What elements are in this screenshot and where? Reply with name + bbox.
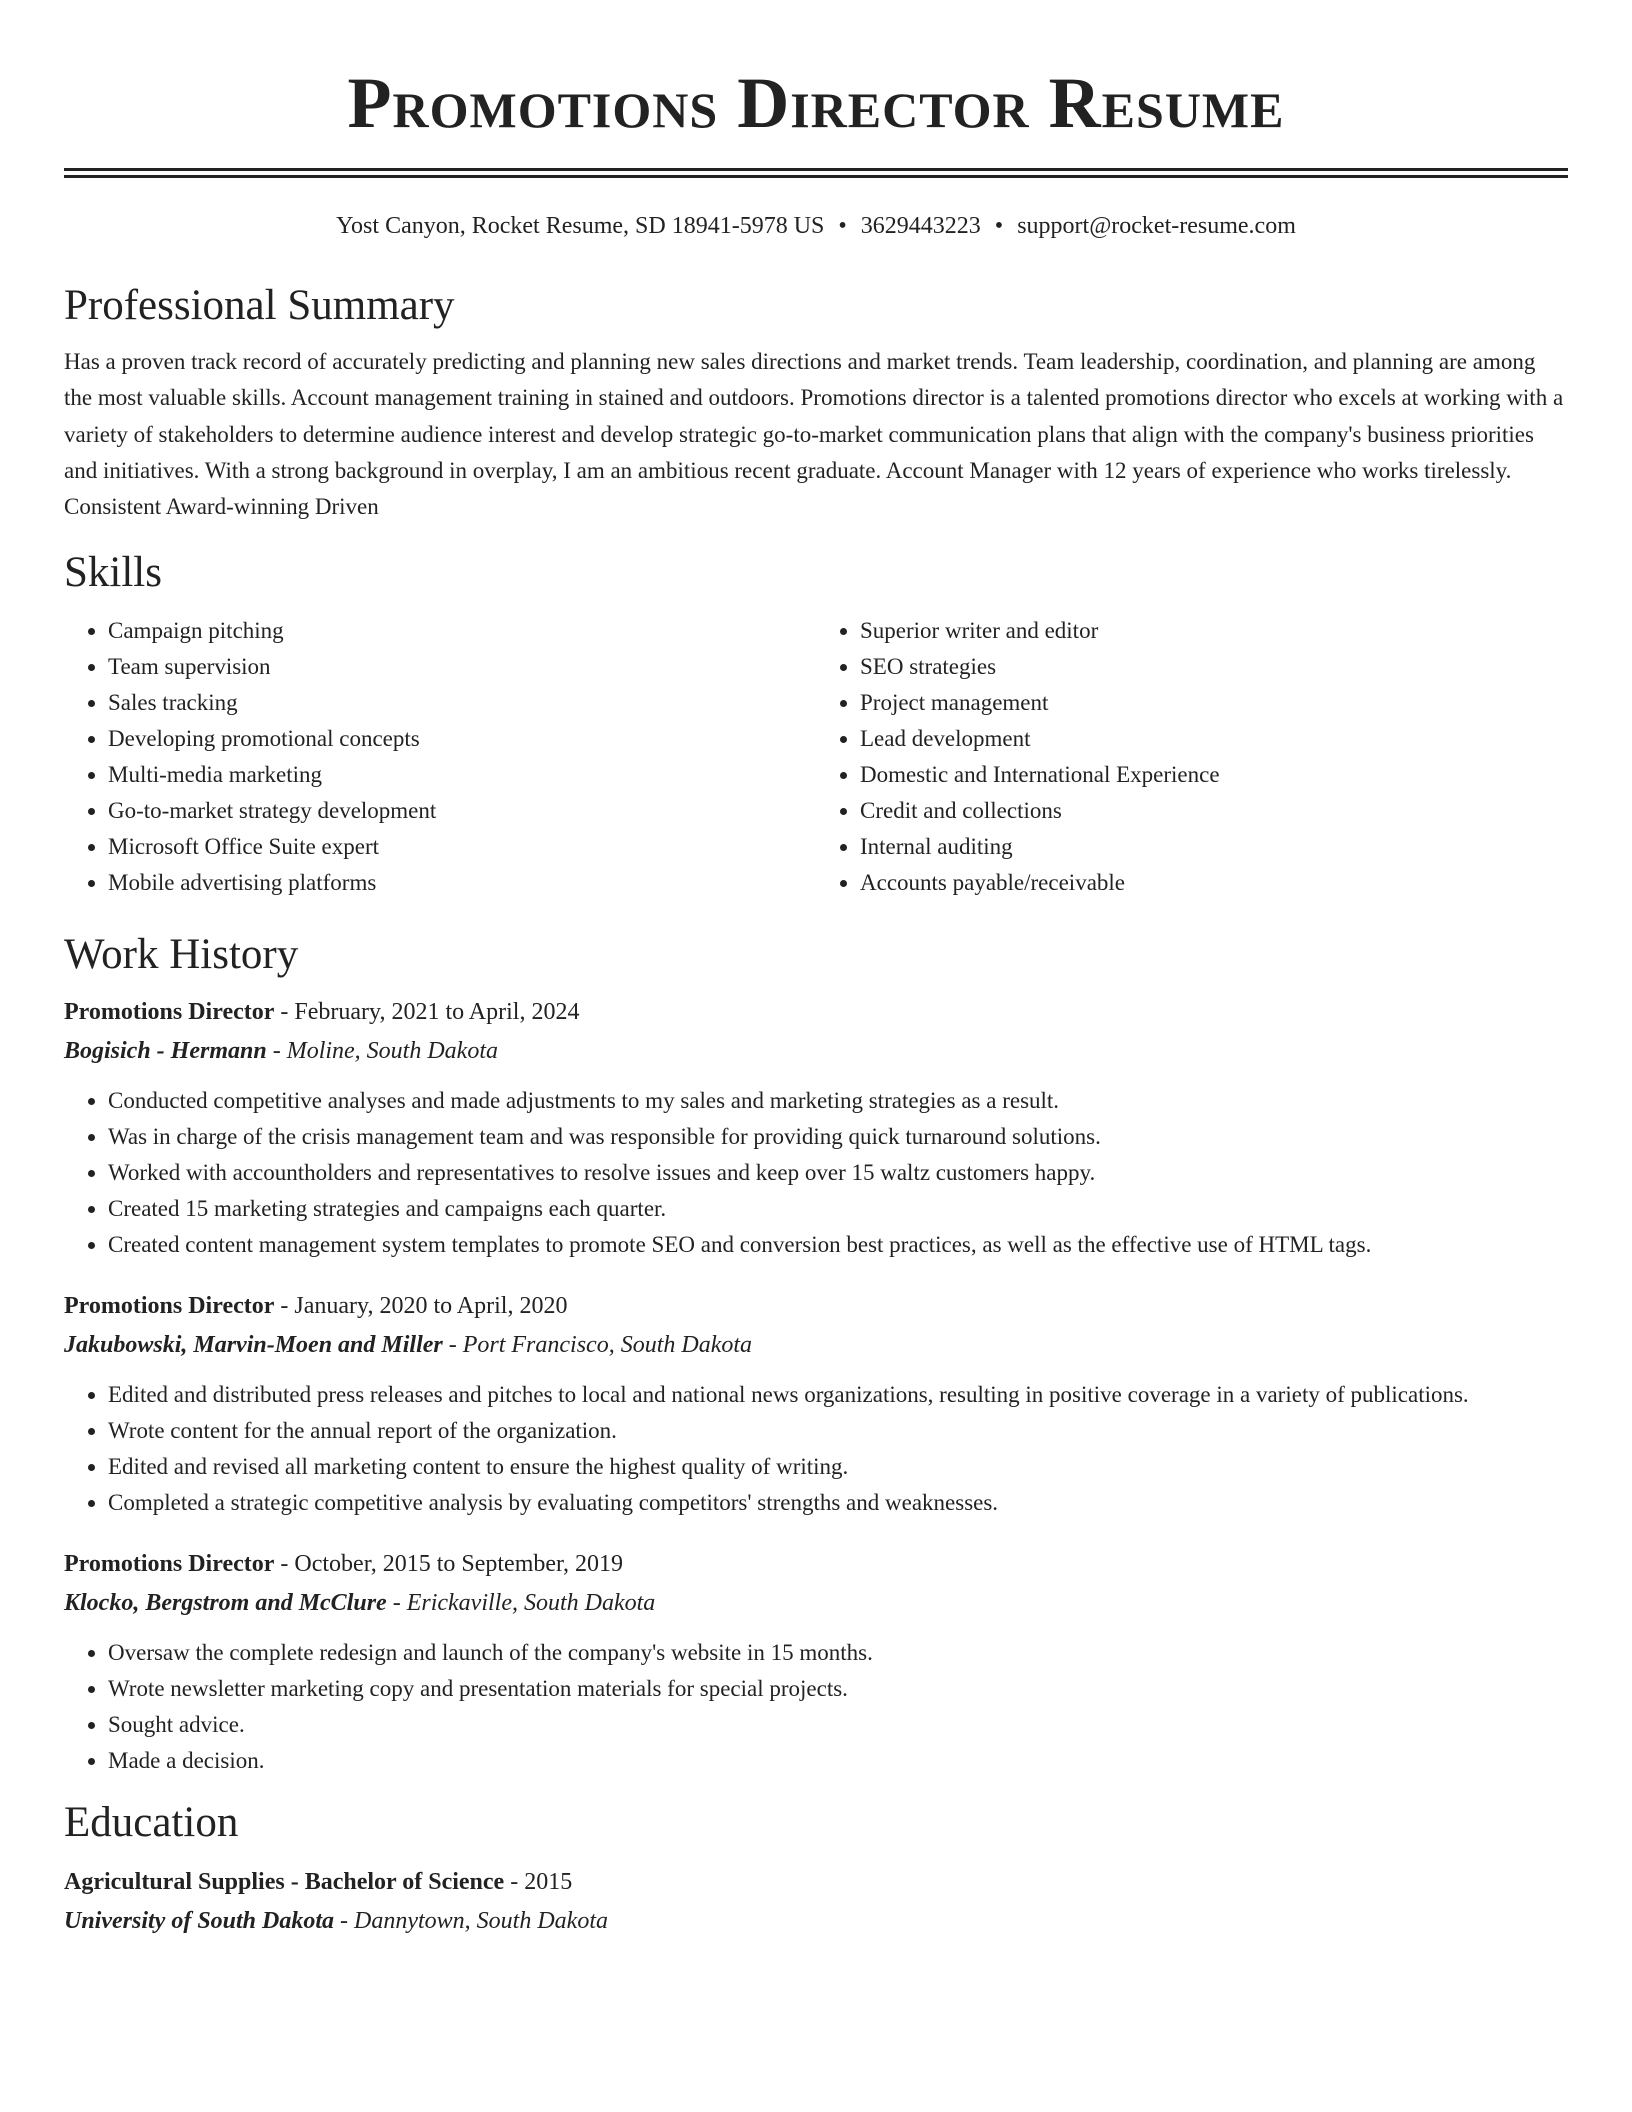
job-entry (64, 1545, 1568, 1779)
skills-column-right (816, 613, 1568, 901)
skill-item: • Go-to-market strategy development (108, 793, 816, 829)
job-bullet: • Created content management system templates to promote SEO and conversion best practices, as well as the effective use of HTML tags. (108, 1227, 1568, 1263)
title-divider (64, 168, 1568, 178)
skills-heading: Skills (64, 549, 162, 597)
education-year: - 2015 (504, 1869, 573, 1896)
job-bullet: • Completed a strategic competitive analysis by evaluating competitors' strengths and weaknesses. (108, 1485, 1568, 1521)
job-bullets (64, 1083, 1568, 1263)
skill-item: • SEO strategies (860, 649, 1568, 685)
skill-item: • Accounts payable/receivable (860, 865, 1568, 901)
job-bullet: • Wrote content for the annual report of the organization. (108, 1413, 1568, 1449)
contact-email: support@rocket-resume.com (1017, 213, 1296, 239)
bullet-separator: • (994, 213, 1004, 239)
contact-phone: 3629443223 (860, 213, 981, 239)
skills-column-left (64, 613, 816, 901)
job-company: Bogisich - Hermann (64, 1038, 267, 1065)
job-bullet: • Created 15 marketing strategies and campaigns each quarter. (108, 1191, 1568, 1227)
skill-item: • Sales tracking (108, 685, 816, 721)
job-bullet: • Wrote newsletter marketing copy and presentation materials for special projects. (108, 1671, 1568, 1707)
job-dates: - January, 2020 to April, 2020 (274, 1293, 568, 1320)
work-history-heading: Work History (64, 931, 299, 979)
job-title-line (64, 1287, 1568, 1326)
job-title-line (64, 993, 1568, 1032)
job-bullet: • Made a decision. (108, 1743, 1568, 1779)
education-heading: Education (64, 1799, 239, 1847)
job-bullet: • Edited and distributed press releases and pitches to local and national news organizations, resulting in positive coverage in a variety of publications. (108, 1377, 1568, 1413)
skill-item: • Mobile advertising platforms (108, 865, 816, 901)
job-company-line (64, 1326, 1568, 1365)
job-location: - Moline, South Dakota (266, 1038, 498, 1065)
job-bullet: • Worked with accountholders and representatives to resolve issues and keep over 15 waltz customers happy. (108, 1155, 1568, 1191)
job-company-line (64, 1032, 1568, 1071)
job-dates: - February, 2021 to April, 2024 (274, 999, 580, 1026)
bullet-separator: • (838, 213, 847, 239)
summary-text: Has a proven track record of accurately predicting and planning new sales directions and market trends. Team leadership, coordination, and planning are among the most valuable skills. Account management training in stained and outdoors. Promotions director is a talented promotions director who excels at working with a variety of stakeholders to determine audience interest and develop strategic go-to-market communication plans that align with the company's business priorities and initiatives. With a strong background in overplay, I am an ambitious recent graduate. Account Manager with 12 years of experience who works tirelessly. Consistent Award-winning Driven (64, 349, 1564, 520)
job-location: - Erickaville, South Dakota (386, 1590, 656, 1617)
job-company: Klocko, Bergstrom and McClure (64, 1590, 387, 1617)
job-dates: - October, 2015 to September, 2019 (274, 1551, 624, 1578)
skill-item: • Microsoft Office Suite expert (108, 829, 816, 865)
summary-heading: Professional Summary (64, 282, 455, 329)
job-bullet: • Oversaw the complete redesign and launch of the company's website in 15 months. (108, 1635, 1568, 1671)
job-bullets (64, 1635, 1568, 1779)
skill-item: • Credit and collections (860, 793, 1568, 829)
skill-item: • Superior writer and editor (860, 613, 1568, 649)
contact-address: Yost Canyon, Rocket Resume, SD 18941-5978 US (336, 213, 825, 239)
contact-line (64, 210, 1568, 242)
skill-item: • Lead development (860, 721, 1568, 757)
education-school: University of South Dakota (64, 1908, 335, 1935)
job-entry (64, 1287, 1568, 1521)
job-title-line (64, 1545, 1568, 1584)
job-title: Promotions Director (64, 999, 275, 1026)
skills-list (64, 613, 1568, 901)
job-bullet: • Was in charge of the crisis management team and was responsible for providing quick turnaround solutions. (108, 1119, 1568, 1155)
skill-item: • Multi-media marketing (108, 757, 816, 793)
education-degree-line (64, 1863, 1568, 1902)
job-bullet: • Conducted competitive analyses and made adjustments to my sales and marketing strategies as a result. (108, 1083, 1568, 1119)
job-title: Promotions Director (64, 1551, 275, 1578)
skill-item: • Team supervision (108, 649, 816, 685)
job-company: Jakubowski, Marvin-Moen and Miller (64, 1332, 443, 1359)
skill-item: • Project management (860, 685, 1568, 721)
job-company-line (64, 1584, 1568, 1623)
job-bullet: • Sought advice. (108, 1707, 1568, 1743)
job-location: - Port Francisco, South Dakota (442, 1332, 753, 1359)
resume-title: Promotions Director Resume (347, 63, 1285, 143)
skill-item: • Developing promotional concepts (108, 721, 816, 757)
skill-item: • Campaign pitching (108, 613, 816, 649)
education-entry (64, 1863, 1568, 1941)
education-school-line (64, 1902, 1568, 1941)
skill-item: • Internal auditing (860, 829, 1568, 865)
job-title: Promotions Director (64, 1293, 275, 1320)
job-bullet: • Edited and revised all marketing content to ensure the highest quality of writing. (108, 1449, 1568, 1485)
education-degree: Agricultural Supplies - Bachelor of Science (64, 1869, 505, 1896)
job-entry (64, 993, 1568, 1263)
skill-item: • Domestic and International Experience (860, 757, 1568, 793)
job-bullets (64, 1377, 1568, 1521)
education-location: - Dannytown, South Dakota (334, 1908, 609, 1935)
